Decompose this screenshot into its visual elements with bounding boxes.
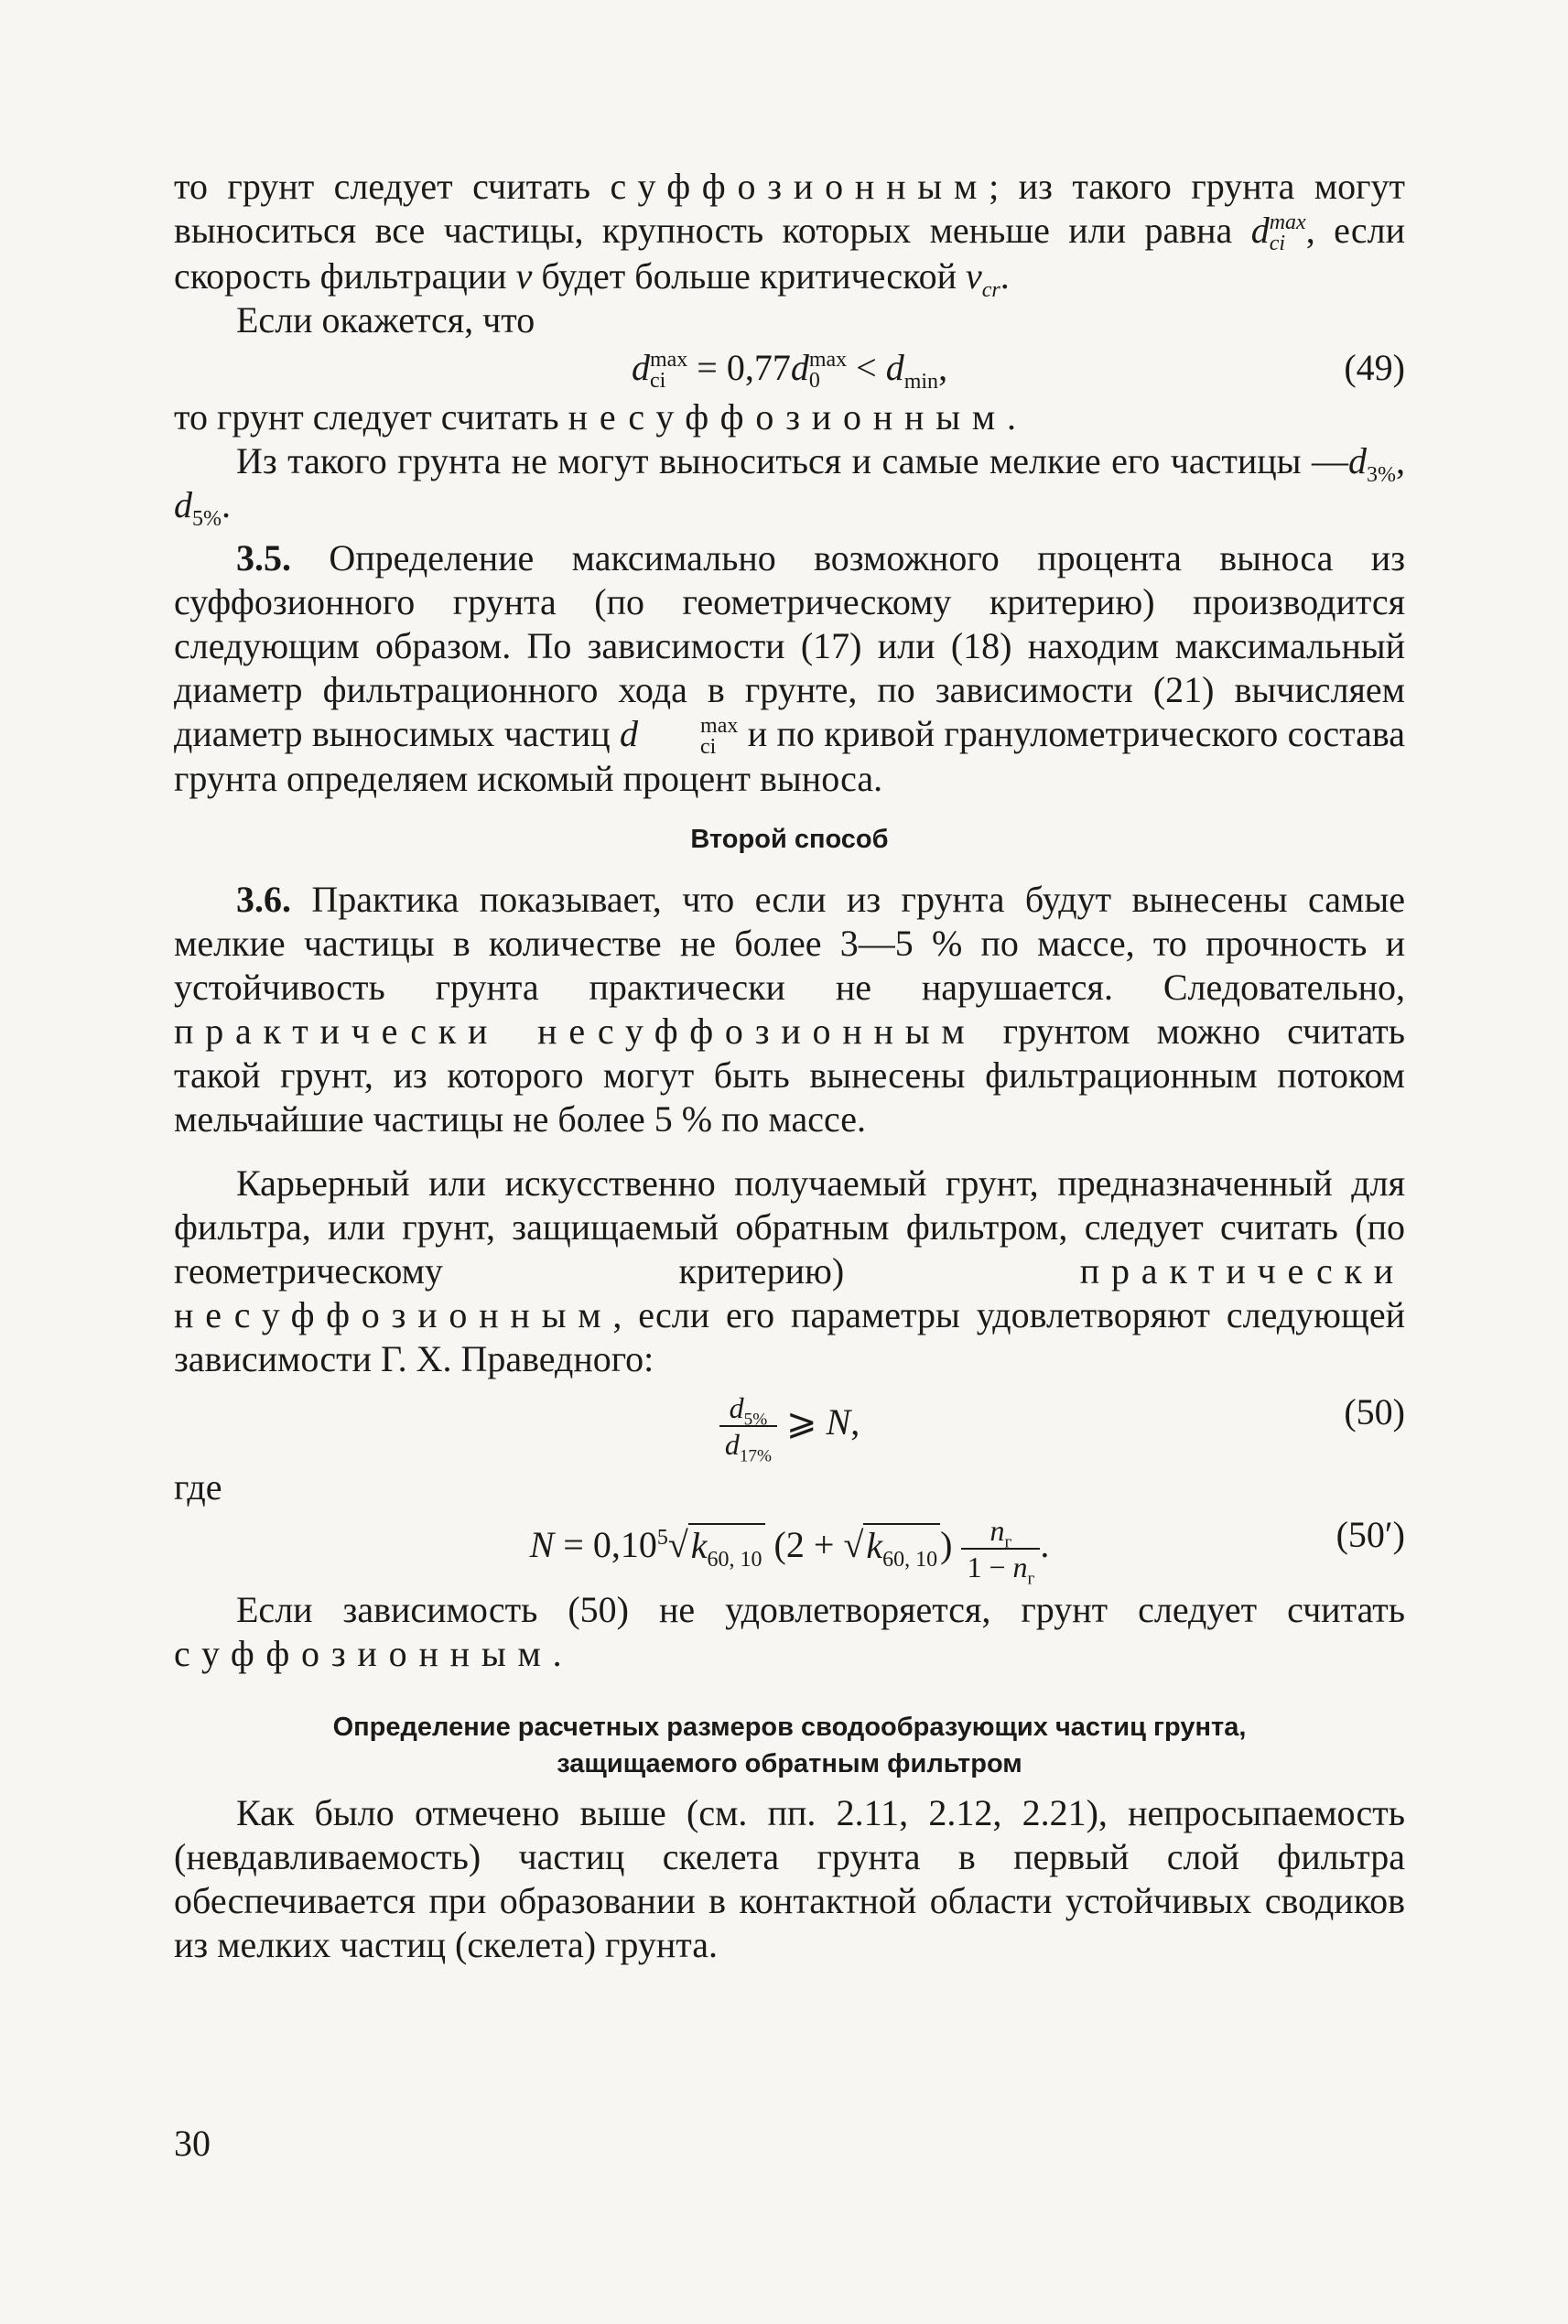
- math-d-ci-max: d max ci: [1250, 210, 1306, 255]
- equation-49: d max ci = 0,77d max 0 < $d_{min}$, (49): [631, 346, 1405, 394]
- equation-50-prime: $N = 0,10^5√k_{60, 10}$ $(2 + √k_{60, 10})$ $\frac{n_г}{1 - n_г}$ . (50′): [529, 1514, 1405, 1589]
- page-number: 30: [174, 2123, 211, 2164]
- section-heading-second-method: Второй способ: [690, 825, 889, 855]
- section-number: 3.5.: [236, 536, 291, 578]
- fraction-n-r: $\frac{n_г}{1 - n_г}$: [961, 1513, 1040, 1584]
- section-3-5: 3.5. Определение максимально возможного процента выноса из суффозионного грунта (по геометрическому критерию) производится следующим образом. По зависимости (17) или (18) находим максимальный диаметр фильтрационного хода в грунте, по зависимости (21) вычисляем диаметр выносимых частиц d max ci и по кривой гранулометрического состава грунта определяем искомый процент выноса.: [174, 536, 1405, 800]
- equation-number-49: (49): [1344, 346, 1405, 388]
- paragraph-not-satisfied: Если зависимость (50) не удовлетворяется, грунт следует считать суффозионным.: [174, 1589, 1405, 1675]
- paragraph-non-penetration: Как было отмечено выше (см. пп. 2.11, 2.12, 2.21), непросыпаемость (невдавливаемость) частиц скелета грунта в первый слой фильтра обеспечивается при образовании в контактной области устойчивых сводиков из мелких частиц (скелета) грунта.: [174, 1792, 1405, 1966]
- paragraph-quarry-soil: Карьерный или искусственно получаемый грунт, предназначенный для фильтра, или грунт, защищаемый обратным фильтром, следует считать (по геометрическому критерию) практически несуффозионным, если его параметры удовлетворяют следующей зависимости Г. Х. Праведного:: [174, 1162, 1405, 1380]
- word-where: где: [174, 1466, 222, 1508]
- section-3-6: 3.6. Практика показывает, что если из грунта будут вынесены самые мелкие частицы в количестве не более 3—5 % по массе, то прочность и устойчивость грунта практически не нарушается. Следовательно, практически несуффозионным грунтом можно считать такой грунт, из которого могут быть вынесены фильтрационным потоком мельчайшие частицы не более 5 % по массе.: [174, 879, 1405, 1140]
- root-index: 5: [656, 1526, 668, 1551]
- equation-number-50-prime: (50′): [1336, 1514, 1405, 1556]
- paragraph-finest-particles: Из такого грунта не могут выноситься и самые мелкие его частицы $—d_{3\%}$, $d_{5\%}$.: [174, 439, 1405, 531]
- math-v-cr: $v_{cr}$: [965, 254, 1000, 302]
- fraction-d5-d17: $\frac{d_{5\%}}{d_{17\%}}$: [719, 1390, 777, 1462]
- section-number: 3.6.: [236, 879, 291, 921]
- equation-number-50: (50): [1344, 1391, 1405, 1433]
- equation-50: $\frac{d_{5\%}}{d_{17\%}}$ ⩾ N, (50): [174, 1390, 1405, 1462]
- paragraph-if-condition: Если окажется, что: [236, 298, 535, 340]
- paragraph-non-suffosion: то грунт следует считать несуффозионным.: [174, 395, 1017, 438]
- paragraph-suffosion-definition: то грунт следует считать суффозионным; из такого грунта могут выноситься все частицы, крупность которых меньше или равна d max ci , если скорость фильтрации v будет больше критической $v_{cr}$.: [174, 166, 1405, 302]
- section-heading-bridging-particles: Определение расчетных размеров сводообразующих частиц грунта, защищаемого обратным фильтром: [332, 1713, 1247, 1779]
- page-content: [174, 165, 1405, 1967]
